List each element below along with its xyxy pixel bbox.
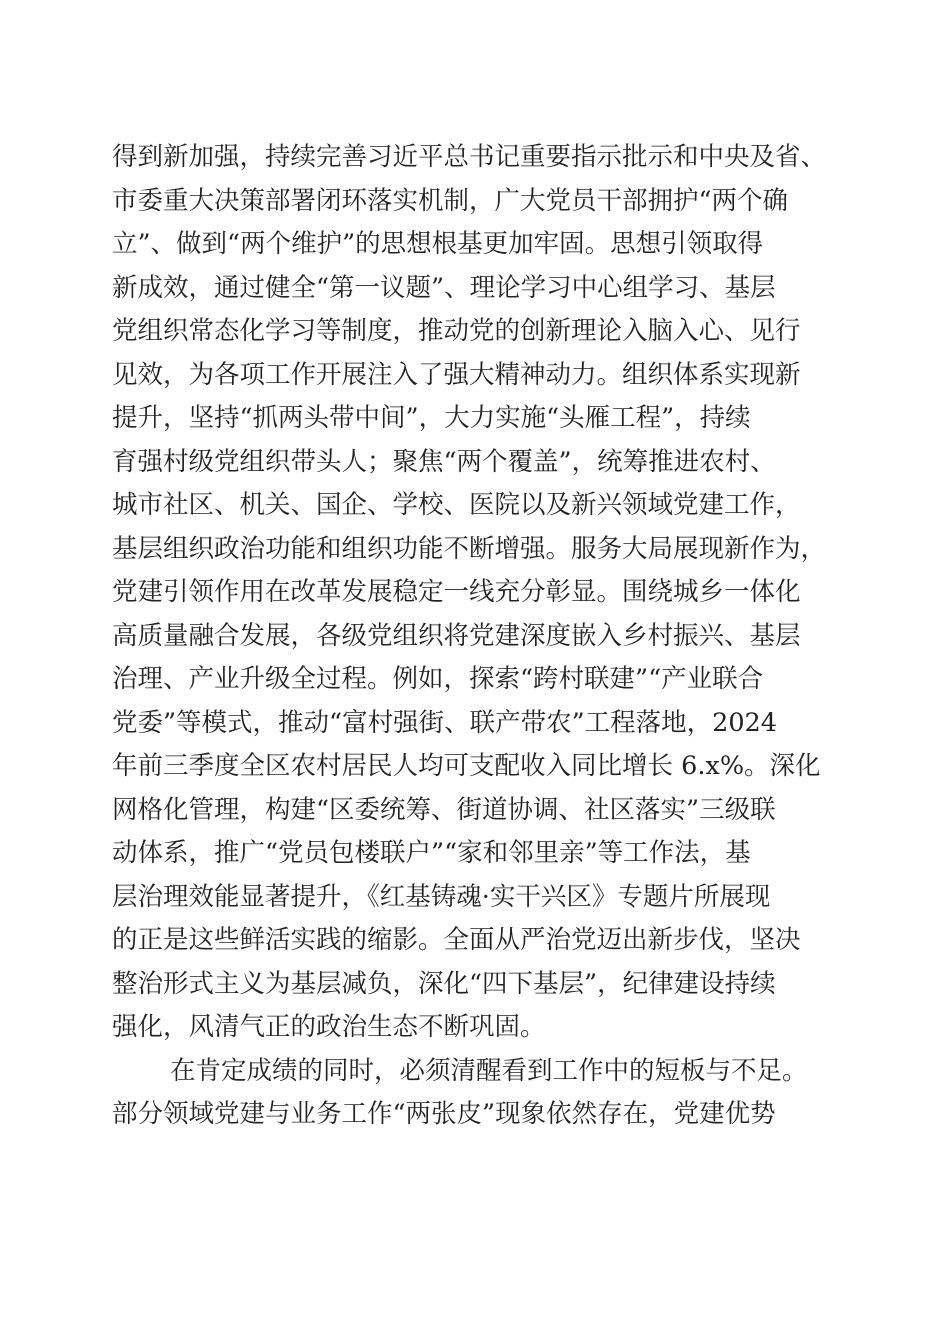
paragraph-1-line: 见效，为各项工作开展注入了强大精神动力。组织体系实现新 <box>112 359 801 390</box>
paragraph-2-first-line: 在肯定成绩的同时，必须清醒看到工作中的短板与不足。 <box>170 1055 808 1086</box>
paragraph-1-line: 育强村级党组织带头人；聚焦“两个覆盖”，统筹推进农村、 <box>112 446 776 477</box>
paragraph-1-line: 新成效，通过健全“第一议题”、理论学习中心组学习、基层 <box>112 272 776 303</box>
paragraph-1-line: 党委”等模式，推动“富村强街、联产带农”工程落地，2024 <box>112 707 778 738</box>
paragraph-1-line: 基层组织政治功能和组织功能不断增强。服务大局展现新作为， <box>112 533 827 564</box>
paragraph-1-line: 提升，坚持“抓两头带中间”，大力实施“头雁工程”，持续 <box>112 403 751 433</box>
paragraph-1-line: 年前三季度全区农村居民人均可支配收入同比增长 6.x%。深化 <box>112 751 821 781</box>
paragraph-1-line: 高质量融合发展，各级党组织将党建深度嵌入乡村振兴、基层 <box>112 620 801 651</box>
paragraph-1-line: 层治理效能显著提升，《红基铸魂·实干兴区》专题片所展现 <box>112 881 771 912</box>
paragraph-1-line: 得到新加强，持续完善习近平总书记重要指示批示和中央及省、 <box>112 142 827 172</box>
paragraph-1-line: 网格化管理，构建“区委统筹、街道协调、社区落实”三级联 <box>112 794 776 825</box>
paragraph-1-line: 立”、做到“两个维护”的思想根基更加牢固。思想引领取得 <box>112 229 764 259</box>
paragraph-1-line: 党组织常态化学习等制度，推动党的创新理论入脑入心、见行 <box>112 316 801 346</box>
paragraph-1-line: 党建引领作用在改革发展稳定一线充分彰显。围绕城乡一体化 <box>112 577 801 607</box>
paragraph-1-line: 的正是这些鲜活实践的缩影。全面从严治党迈出新步伐，坚决 <box>112 925 801 955</box>
paragraph-2-line: 部分领域党建与业务工作“两张皮”现象依然存在，党建优势 <box>112 1099 776 1129</box>
paragraph-1-line: 强化，风清气正的政治生态不断巩固。 <box>112 1012 546 1042</box>
body-text <box>112 136 847 1137</box>
paragraph-1-line: 城市社区、机关、国企、学校、医院以及新兴领域党建工作， <box>112 490 801 520</box>
paragraph-1-line: 治理、产业升级全过程。例如，探索“跨村联建”“产业联合 <box>112 664 764 694</box>
paragraph-1-line: 市委重大决策部署闭环落实机制，广大党员干部拥护“两个确 <box>112 185 789 216</box>
paragraph-1-line: 动体系，推广“党员包楼联户”“家和邻里亲”等工作法，基 <box>112 838 751 868</box>
paragraph-1-line: 整治形式主义为基层减负，深化“四下基层”，纪律建设持续 <box>112 968 776 999</box>
